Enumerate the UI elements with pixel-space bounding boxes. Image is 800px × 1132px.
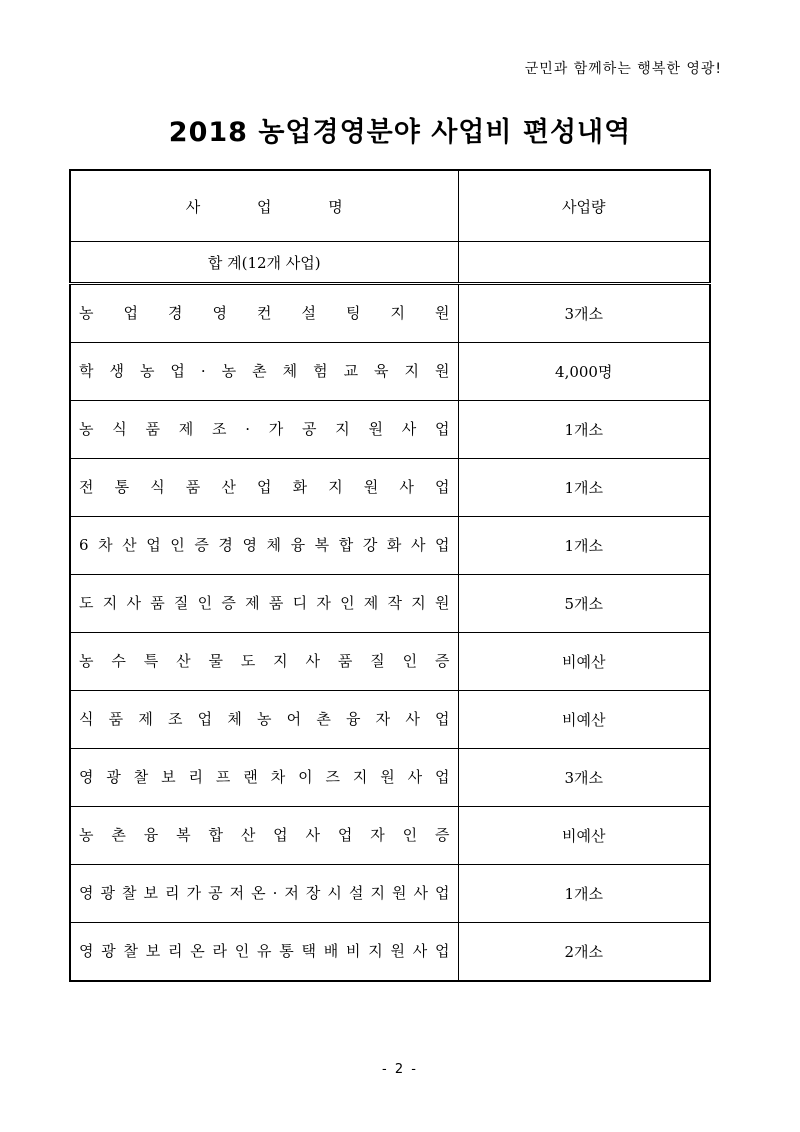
table-row [70, 865, 710, 923]
project-quantity: 3개소 [458, 284, 710, 343]
table-row [70, 749, 710, 807]
project-quantity: 4,000명 [458, 343, 710, 401]
slogan: 군민과 함께하는 행복한 영광! [524, 61, 722, 77]
project-name: 농 촌 융 복 합 산 업 사 업 자 인 증 [70, 807, 458, 865]
project-name: 학 생 농 업 · 농 촌 체 험 교 육 지 원 [70, 343, 458, 401]
budget-table [69, 169, 711, 982]
project-quantity: 1개소 [458, 401, 710, 459]
project-name: 6 차 산 업 인 증 경 영 체 융 복 합 강 화 사 업 [70, 517, 458, 575]
total-label: 합 계(12개 사업) [70, 242, 458, 284]
project-quantity: 3개소 [458, 749, 710, 807]
page-title: 2018 농업경영분야 사업비 편성내역 [168, 117, 632, 148]
project-quantity: 1개소 [458, 865, 710, 923]
project-name: 영 광 찰 보 리 프 랜 차 이 즈 지 원 사 업 [70, 749, 458, 807]
table-row [70, 284, 710, 343]
project-quantity: 비예산 [458, 633, 710, 691]
project-quantity: 비예산 [458, 807, 710, 865]
project-quantity: 비예산 [458, 691, 710, 749]
project-quantity: 2개소 [458, 923, 710, 982]
table-row [70, 401, 710, 459]
project-name: 농 수 특 산 물 도 지 사 품 질 인 증 [70, 633, 458, 691]
table-row [70, 517, 710, 575]
table-row [70, 343, 710, 401]
project-name: 농 식 품 제 조 · 가 공 지 원 사 업 [70, 401, 458, 459]
project-quantity: 1개소 [458, 459, 710, 517]
table-header-row [70, 170, 710, 242]
project-name: 농 업 경 영 컨 설 팅 지 원 [70, 284, 458, 343]
project-quantity: 1개소 [458, 517, 710, 575]
table-row [70, 575, 710, 633]
project-name: 식 품 제 조 업 체 농 어 촌 융 자 사 업 [70, 691, 458, 749]
project-name: 전 통 식 품 산 업 화 지 원 사 업 [70, 459, 458, 517]
table-row [70, 459, 710, 517]
total-row [70, 242, 710, 284]
total-quantity [458, 242, 710, 284]
table-row [70, 923, 710, 982]
table-row [70, 691, 710, 749]
project-quantity: 5개소 [458, 575, 710, 633]
column-header-name: 사 업 명 [70, 170, 458, 242]
project-name: 영 광 찰 보 리 가 공 저 온 · 저 장 시 설 지 원 사 업 [70, 865, 458, 923]
project-name: 도 지 사 품 질 인 증 제 품 디 자 인 제 작 지 원 [70, 575, 458, 633]
column-header-quantity: 사업량 [458, 170, 710, 242]
project-name: 영 광 찰 보 리 온 라 인 유 통 택 배 비 지 원 사 업 [70, 923, 458, 982]
page-number: - 2 - [382, 1062, 418, 1077]
table-row [70, 633, 710, 691]
table-row [70, 807, 710, 865]
